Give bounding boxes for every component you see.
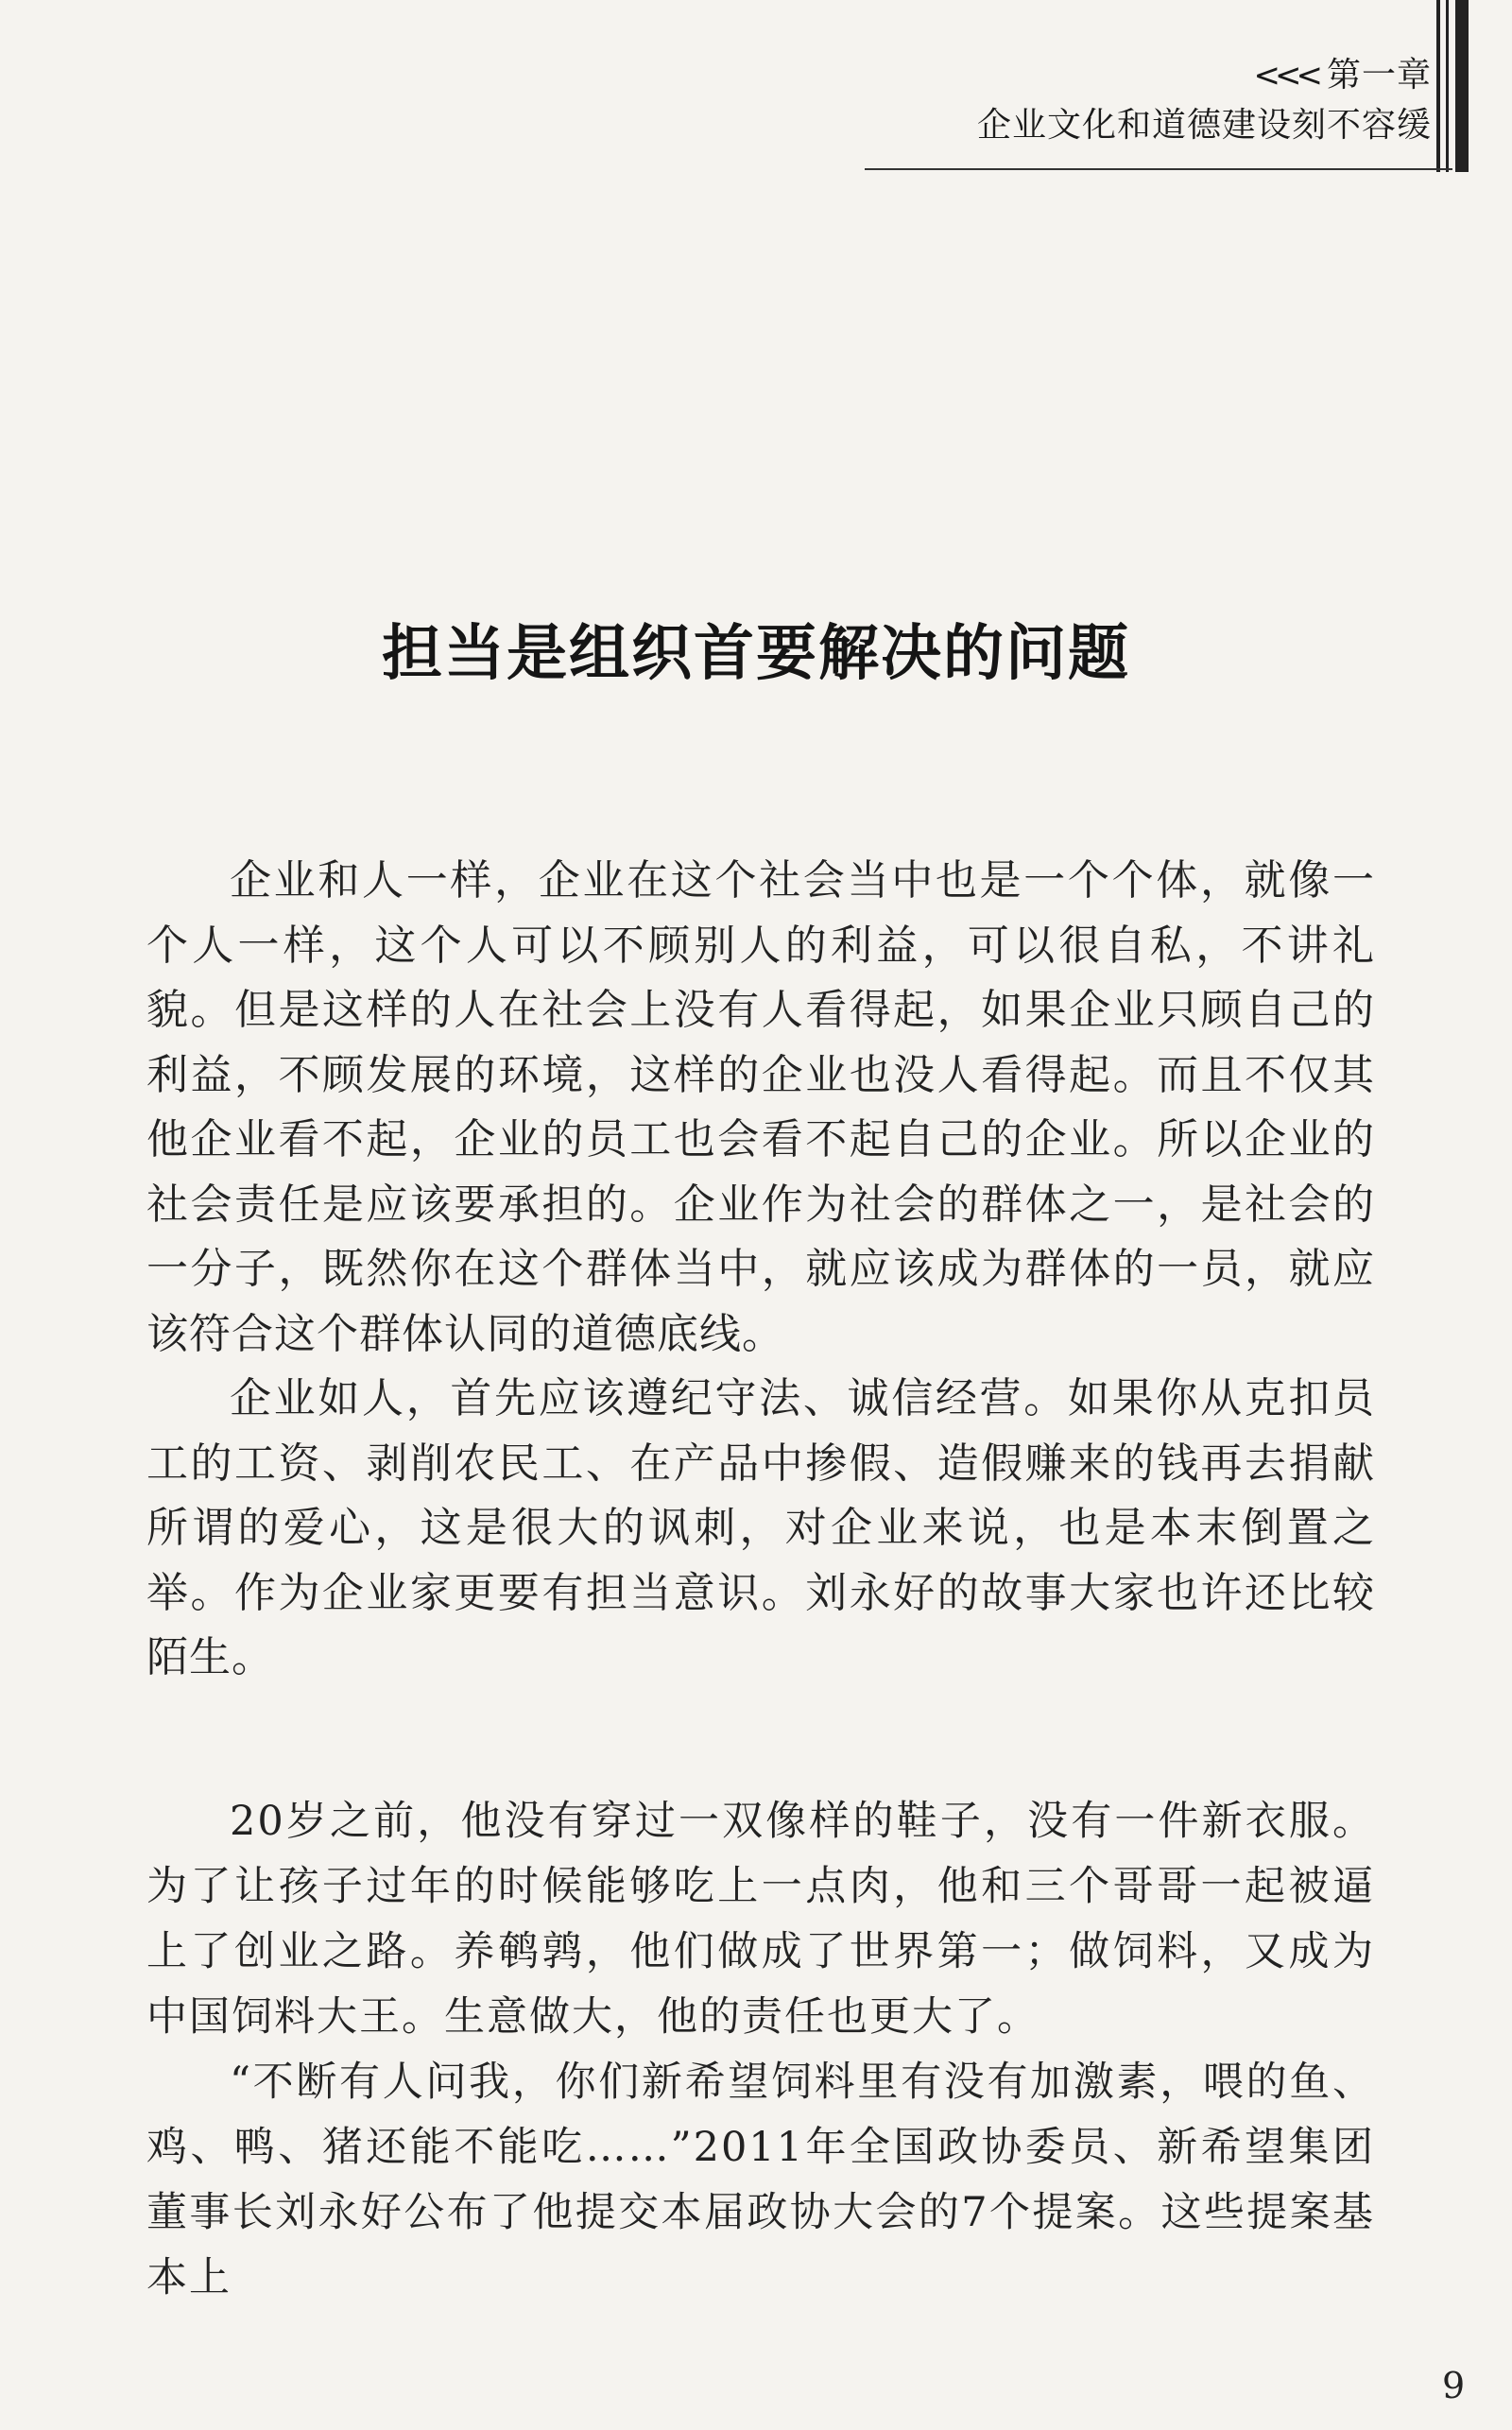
chapter-subtitle: 企业文化和道德建设刻不容缓 <box>976 106 1432 145</box>
section-title: 担当是组织首要解决的问题 <box>382 619 1130 689</box>
paragraph: 20岁之前，他没有穿过一双像样的鞋子，没有一件新衣服。为了让孩子过年的时候能够吃上一点肉，他和三个哥哥一起被逼上了创业之路。养鹌鹑，他们做成了世界第一；做饲料，又成为中国饲料大王。生意做大，他的责任也更大了。 <box>146 1798 1375 2041</box>
header-rule <box>865 168 1452 170</box>
paragraph: 企业如人，首先应该遵纪守法、诚信经营。如果你从克扣员工的工资、剥削农民工、在产品中掺假、造假赚来的钱再去捐献所谓的爱心，这是很大的讽刺，对企业来说，也是本末倒置之举。作为企业家更要有担当意识。刘永好的故事大家也许还比较陌生。 <box>146 1374 1375 1681</box>
paragraph: 企业和人一样，企业在这个社会当中也是一个个体，就像一个人一样，这个人可以不顾别人的利益，可以很自私，不讲礼貌。但是这样的人在社会上没有人看得起，如果企业只顾自己的利益，不顾发展的环境，这样的企业也没人看得起。而且不仅其他企业看不起，企业的员工也会看不起自己的企业。所以企业的社会责任是应该要承担的。企业作为社会的群体之一，是社会的一分子，既然你在这个群体当中，就应该成为群体的一员，就应该符合这个群体认同的道德底线。 <box>146 856 1375 1358</box>
chapter-label: 第一章 <box>1326 56 1432 95</box>
running-header <box>977 52 1432 152</box>
section2-body <box>146 1789 1375 2311</box>
chevron-left-icon: <<< <box>1253 57 1317 95</box>
header-vertical-bars <box>1436 0 1474 172</box>
paragraph: “不断有人问我，你们新希望饲料里有没有加激素，喂的鱼、鸡、鸭、猪还能不能吃……”2011年全国政协委员、新希望集团董事长刘永好公布了他提交本届政协大会的7个提案。这些提案基本上 <box>146 2059 1375 2301</box>
chapter-line <box>977 52 1432 99</box>
page-number: 9 <box>1442 2365 1466 2406</box>
section1-body <box>146 849 1375 1691</box>
